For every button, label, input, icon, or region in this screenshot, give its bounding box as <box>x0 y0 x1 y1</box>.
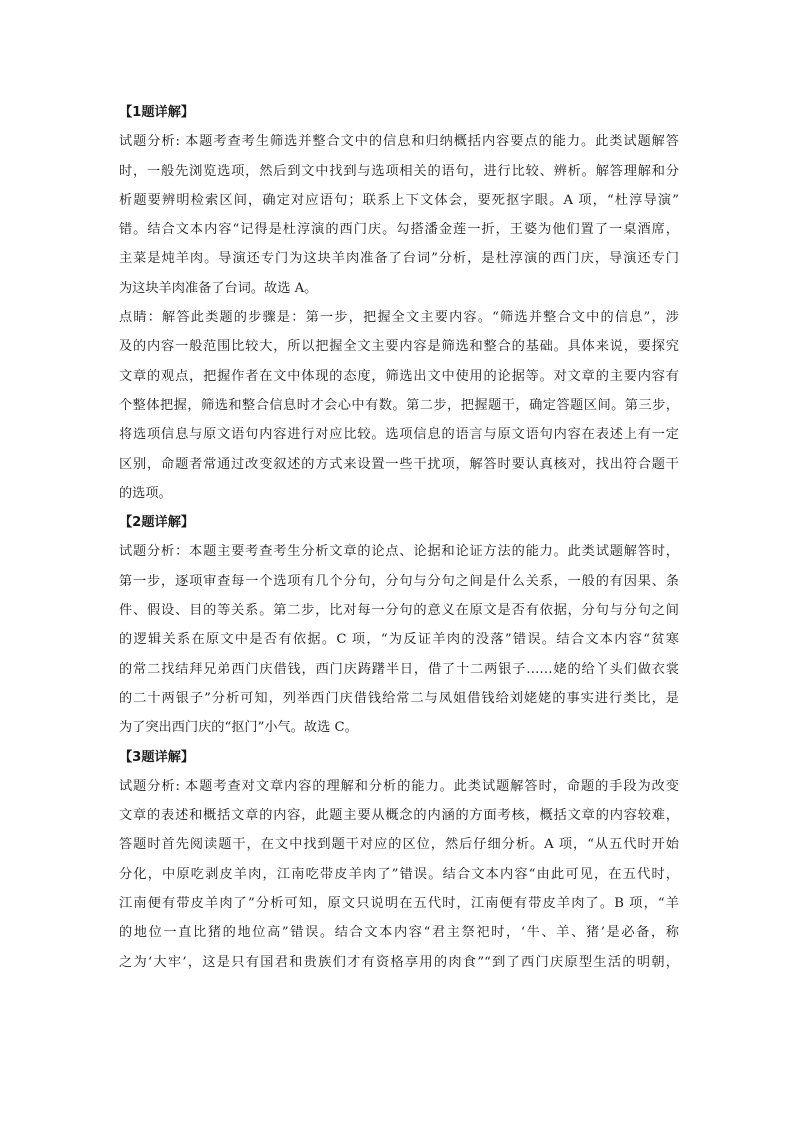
section-2 <box>119 508 679 742</box>
tip-paragraph <box>119 303 679 508</box>
text-line: 试题分析: 本题考查考生筛选并整合文中的信息和归纳概括内容要点的能力。此类试题解答 <box>119 134 679 150</box>
text-line: 区别，命题者常通过改变叙述的方式来设置一些干扰项，解答时要认真核对，找出符合题干 <box>119 456 679 472</box>
text-line: 件、假设、目的等关系。第二步，比对每一分句的意义在原文是否有依据，分句与分句之间 <box>119 603 679 619</box>
text-line: 的二十两银子”分析可知，列举西门庆借钱给常二与凤姐借钱给刘姥姥的事实进行类比，是 <box>119 690 679 706</box>
text-line: 时，一般先浏览选项，然后到文中找到与选项相关的语句，进行比较、辨析。解答理解和分 <box>119 163 679 179</box>
section-heading: 【1题详解】 <box>119 105 195 120</box>
document-page <box>119 98 679 977</box>
text-line: 答题时首先阅读题干，在文中找到题干对应的区位，然后仔细分析。A 项，“从五代时开始 <box>119 837 679 853</box>
text-line: 文章的表述和概括文章的内容，此题主要从概念的内涵的方面考核，概括文章的内容较难， <box>119 808 679 824</box>
text-line: 为这块羊肉准备了台词。故选 A。 <box>119 280 318 296</box>
text-line: 试题分析：本题主要考查考生分析文章的论点、论据和论证方法的能力。此类试题解答时， <box>119 544 679 560</box>
text-line: 析题要辨明检索区间，确定对应语句；联系上下文体会，要死抠字眼。A 项，“杜淳导演” <box>119 192 679 208</box>
text-line: 为了突出西门庆的“抠门”小气。故选 C。 <box>119 720 358 736</box>
text-line: 主菜是炖羊肉。导演还专门为这块羊肉准备了台词”分析，是杜淳演的西门庆，导演还专门 <box>119 251 679 267</box>
text-line: 个整体把握，筛选和整合信息时才会心中有数。第二步，把握题干，确定答题区间。第三步， <box>119 397 679 413</box>
section-3 <box>119 743 679 977</box>
analysis-paragraph <box>119 127 679 303</box>
text-line: 的选项。 <box>119 485 172 501</box>
text-line: 第一步，逐项审查每一个选项有几个分句，分句与分句之间是什么关系，一般的有因果、条 <box>119 573 679 589</box>
analysis-paragraph <box>119 772 679 977</box>
text-line: 之为‘大牢’，这是只有国君和贵族们才有资格享用的肉食”“到了西门庆原型生活的明朝， <box>119 954 679 970</box>
analysis-paragraph <box>119 537 679 742</box>
section-1 <box>119 98 679 508</box>
text-line: 文章的观点，把握作者在文中体现的态度，筛选出文中使用的论据等。对文章的主要内容有 <box>119 368 679 384</box>
text-line: 将选项信息与原文语句内容进行对应比较。选项信息的语言与原文语句内容在表述上有一定 <box>119 427 679 443</box>
section-heading: 【3题详解】 <box>119 749 195 765</box>
text-line: 错。结合文本内容“记得是杜淳演的西门庆。勾搭潘金莲一折，王婆为他们置了一桌酒席， <box>119 222 679 238</box>
section-heading: 【2题详解】 <box>119 515 195 531</box>
text-line: 的地位一直比猪的地位高”错误。结合文本内容“君主祭祀时，‘牛、羊、猪’是必备，称 <box>119 925 679 941</box>
text-line: 分化，中原吃剥皮羊肉，江南吃带皮羊肉了”错误。结合文本内容“由此可见，在五代时， <box>119 866 679 882</box>
text-line: 的常二找结拜兄弟西门庆借钱，西门庆踌躇半日，借了十二两银子……姥的给丫头们做衣裳 <box>119 661 679 677</box>
text-line: 试题分析: 本题考查对文章内容的理解和分析的能力。此类试题解答时，命题的手段为改变 <box>119 778 679 794</box>
text-line: 江南便有带皮羊肉了”分析可知，原文只说明在五代时，江南便有带皮羊肉了。B 项，“羊 <box>119 896 679 912</box>
text-line: 点睛：解答此类题的步骤是：第一步，把握全文主要内容。“筛选并整合文中的信息”，涉 <box>119 310 679 326</box>
text-line: 及的内容一般范围比较大，所以把握全文主要内容是筛选和整合的基础。具体来说，要探究 <box>119 339 679 355</box>
text-line: 的逻辑关系在原文中是否有依据。C 项，“为反证羊肉的没落”错误。结合文本内容“贫寒 <box>119 632 679 648</box>
